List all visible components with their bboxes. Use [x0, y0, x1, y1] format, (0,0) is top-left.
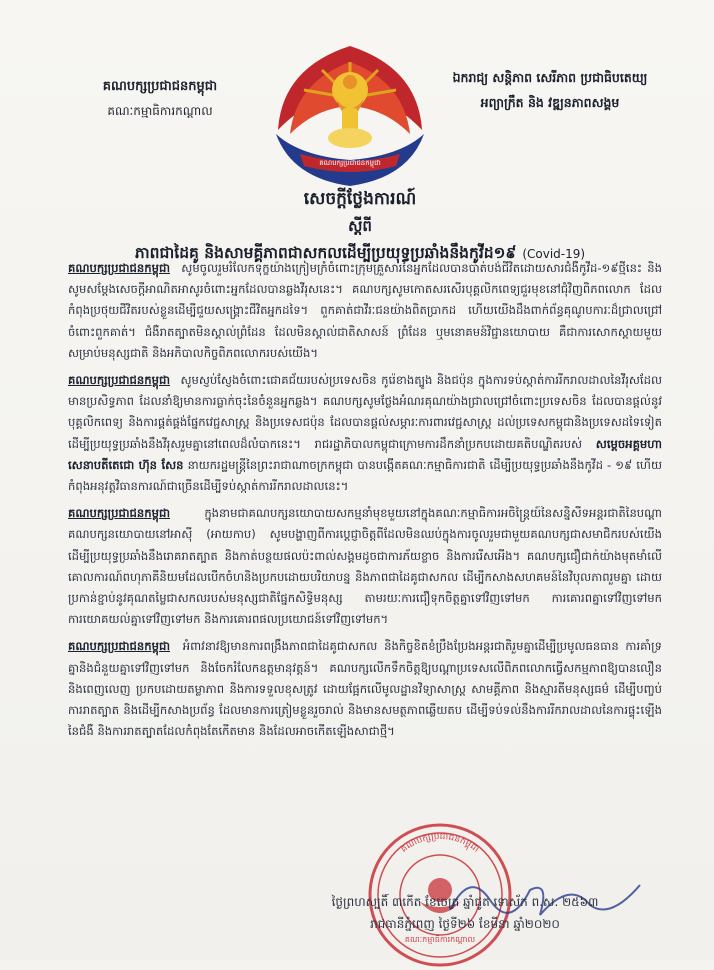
party-name: គណបក្សប្រជាជនកម្ពុជា: [102, 79, 218, 94]
paragraph-lead: គណបក្សប្រជាជនកម្ពុជា: [68, 639, 171, 654]
paragraph-lead: គណបក្សប្រជាជនកម្ពុជា: [68, 373, 171, 388]
covid-label: (Covid-19): [522, 247, 586, 261]
party-logo: [272, 38, 428, 188]
paragraph-3: [68, 503, 662, 630]
committee-name: គណៈកម្មាធិការកណ្តាល: [107, 104, 213, 118]
title-line2: ស្តីពី: [348, 217, 372, 235]
paragraph-text-cont: នាយករដ្ឋមន្ត្រីនៃព្រះរាជាណាចក្រកម្ពុជា បានបង្កើតគណៈកម្មាធិការជាតិ ដើម្បីប្រយុទ្ធប្រឆាំងនឹងកូវីដ - ១៩ ហើយកំពុងអនុវត្តវិធានការណ៍ជាច្រើនដើម្បីទប់ស្កាត់ការរីករាលដាលនេះ។: [68, 457, 663, 494]
seal-bottom-text: គណៈកម្មាធិការកណ្តាល: [404, 935, 476, 944]
paragraph-1: [68, 258, 662, 364]
paragraph-4: [68, 636, 662, 742]
prime-minister-name: សម្តេចអគ្គមហាសេនាបតីតេជោ ហ៊ុន សែន: [68, 436, 663, 472]
motto-line2: អព្យាក្រឹត និង វឌ្ឍនភាពសង្គម: [480, 95, 620, 110]
paragraph-text: សូមចូលរួមរំលែកទុក្ខយ៉ាងក្រៀមក្រំចំពោះក្រុមគ្រួសារនៃអ្នកដែលបានបាត់បង់ជីវិតដោយសារជំងឺកូវីដ-១៩ថ្មីនេះ និងសូមសម្តែងសេចក្តីអាណិតអាសូរចំពោះអ្នកដែលបានឆ្លងវីរុសនេះ។ គណបក្សសូមកោតសរសើរបុគ្គលិកពេទ្យជួរមុខនៅជុំវិញពិភពលោក ដែលកំពុងប្រថុយជីវិតរបស់ខ្លួនដើម្បីជួយសង្គ្រោះជីវិតអ្នកដទៃ។ ពួកគាត់ជាវីរៈជនយ៉ាងពិតប្រាកដ ហើយយើងដឹងពាក់ព័ន្ធគុណូបការៈដ៏ជ្រាលជ្រៅចំពោះពួកគាត់។ ជំងឺរាតត្បាតមិនស្គាល់ព្រំដែន ដែលមិនស្គាល់ជាតិសាសន៍ ព្រំដែន ឬមនោគមន៍វិជ្ជានយោបាយ គឺជាការសោកស្តាយមួយសម្រាប់មនុស្សជាតិ និងអភិបាលកិច្ចពិភពលោករបស់យើង។: [68, 261, 662, 360]
date-block: [300, 894, 630, 934]
paragraph-2: [68, 370, 662, 497]
paragraph-text: សូមស្ញប់ស្ញែងចំពោះជោគជ័យរបស់ប្រទេសចិន កូរ៉េខាងត្បូង និងជប៉ុន ក្នុងការទប់ស្កាត់ការរីករាលដាលនៃវីរុសដែលមានប្រសិទ្ធភាព ដែលនាំឱ្យមានការធ្លាក់ចុះនៃចំនួនអ្នកឆ្លង។ គណបក្សសូមថ្លែងអំណរគុណយ៉ាងជ្រាលជ្រៅចំពោះប្រទេសចិន ដែលបានផ្តល់នូវបុគ្គលិកពេទ្យ និងការផ្គត់ផ្គង់ផ្នែកវេជ្ជសាស្ត្រ និងប្រទេសជប៉ុន ដែលបានផ្តល់សម្ភារៈការពារវេជ្ជសាស្ត្រ ដល់ប្រទេសកម្ពុជានិងប្រទេសដទៃទៀត ដើម្បីប្រយុទ្ធប្រឆាំងនឹងវីរុសរួមគ្នានៅពេលដ៏លំបាកនេះ។ រាជរដ្ឋាភិបាលកម្ពុជាក្រោមការដឹកនាំប្រកបដោយគតិបណ្ឌិតរបស់: [68, 373, 663, 451]
document-title: [60, 188, 660, 266]
solar-date: រាជធានីភ្នំពេញ ថ្ងៃទី២៦ ខែមីនា ឆ្នាំ២០២០: [370, 917, 560, 931]
title-main: ភាពជាដៃគូ និងសាមគ្គីភាពជាសកលដើម្បីប្រយុទ្ធប្រឆាំងនឹងកូវីដ១៩: [134, 244, 517, 262]
motto-line1: ឯករាជ្យ សន្តិភាព សេរីភាព ប្រជាធិបតេយ្យ: [452, 70, 648, 85]
statement-body: [68, 258, 662, 748]
svg-text:គណបក្សប្រជាជនកម្ពុជា: [399, 832, 480, 855]
paragraph-lead: គណបក្សប្រជាជនកម្ពុជា: [68, 261, 171, 275]
seal-ring-text: គណបក្សប្រជាជនកម្ពុជា: [399, 831, 481, 855]
title-line1: សេចក្តីថ្លែងការណ៍: [303, 189, 417, 209]
paragraph-lead: គណបក្សប្រជាជនកម្ពុជា: [68, 506, 171, 521]
logo-caption: គណបក្សប្រជាជនកម្ពុជា: [319, 159, 381, 167]
paragraph-text: ក្នុងនាមជាគណបក្សនយោបាយសកម្មនាំមុខមួយនៅក្នុងគណៈកម្មាធិការអចិន្ត្រៃយ៍នៃសន្និសីទអន្តរជាតិនៃបណ្តាគណបក្សនយោបាយនៅអាស៊ី (អាយកាប) សូមបង្ហាញពីការប្តេជ្ញាចិត្តពីដែលមិនឈប់ក្នុងការចូលរួមជាមួយគណបក្សជាសមាជិករបស់យើង ដើម្បីប្រយុទ្ធប្រឆាំងនឹងរោគរាតត្បាត និងកាត់បន្ថយផលប៉ះពាល់សង្គមដូចជាការភ័យខ្លាច និងការរើសអើង។ គណបក្សជឿជាក់យ៉ាងមុតមាំលើគោលការណ៍ពហុភាគីនិយមដែលបើកចំហនិងប្រកបដោយបរិយាបន្ន និងភាពជាដៃគូជាសកល ដើម្បីកសាងសហគមន៍នៃវិបុលភាពរួមគ្នា ដោយប្រកាន់ខ្ជាប់នូវគុណតម្លៃជាសកលរបស់មនុស្សជាតិផ្នែកសិទ្ធិមនុស្ស តាមរយៈការជឿទុកចិត្តគ្នាទៅវិញទៅមក ការគោរពគ្នាទៅវិញទៅមក ការយោគយល់គ្នាទៅវិញទៅមក និងការគោរពផលប្រយោជន៍ទៅវិញទៅមក។: [68, 506, 662, 627]
party-header: [60, 78, 260, 121]
paragraph-text: អំពាវនាវឱ្យមានការពង្រឹងភាពជាដៃគូជាសកល និងកិច្ចខិតខំប្រឹងប្រែងអន្តរជាតិរួមគ្នាដើម្បីប្រមូលធនធាន ការគាំទ្រគ្នានិងជំនួយគ្នាទៅវិញទៅមក និងចែករំលែកឧត្តមានុវត្តន៍។ គណបក្សលើកទឹកចិត្តឱ្យបណ្តាប្រទេសលើពិភពលោកធ្វើសកម្មភាពឱ្យបានលឿននិងពេញលេញ ប្រកបដោយតម្លាភាព និងការទទួលខុសត្រូវ ដោយផ្អែកលើមូលដ្ឋានវិទ្យាសាស្ត្រ សាមគ្គីភាព និងស្មារតីមនុស្សធម៌ ដើម្បីបញ្ចប់ការរាតត្បាត និងដើម្បីកសាងប្រព័ន្ធ ដែលមានការត្រៀមខ្លួនរួចរាល់ និងមានសមត្ថភាពឆ្លើយតប ដើម្បីទប់ទល់នឹងការរីករាលដាលនៃការផ្ទុះឡើងនៃជំងឺ និងការរាតត្បាតដែលកំពុងតែកើតមាន និងដែលអាចកើតឡើងសាជាថ្មី។: [68, 639, 662, 739]
lunar-date: ថ្ងៃព្រហស្បតិ៍ ៣កើត ខែចេត្រ ឆ្នាំជូត ទោស័ក ព.ស. ២៥៦៣: [331, 895, 599, 909]
national-motto: [430, 70, 670, 114]
